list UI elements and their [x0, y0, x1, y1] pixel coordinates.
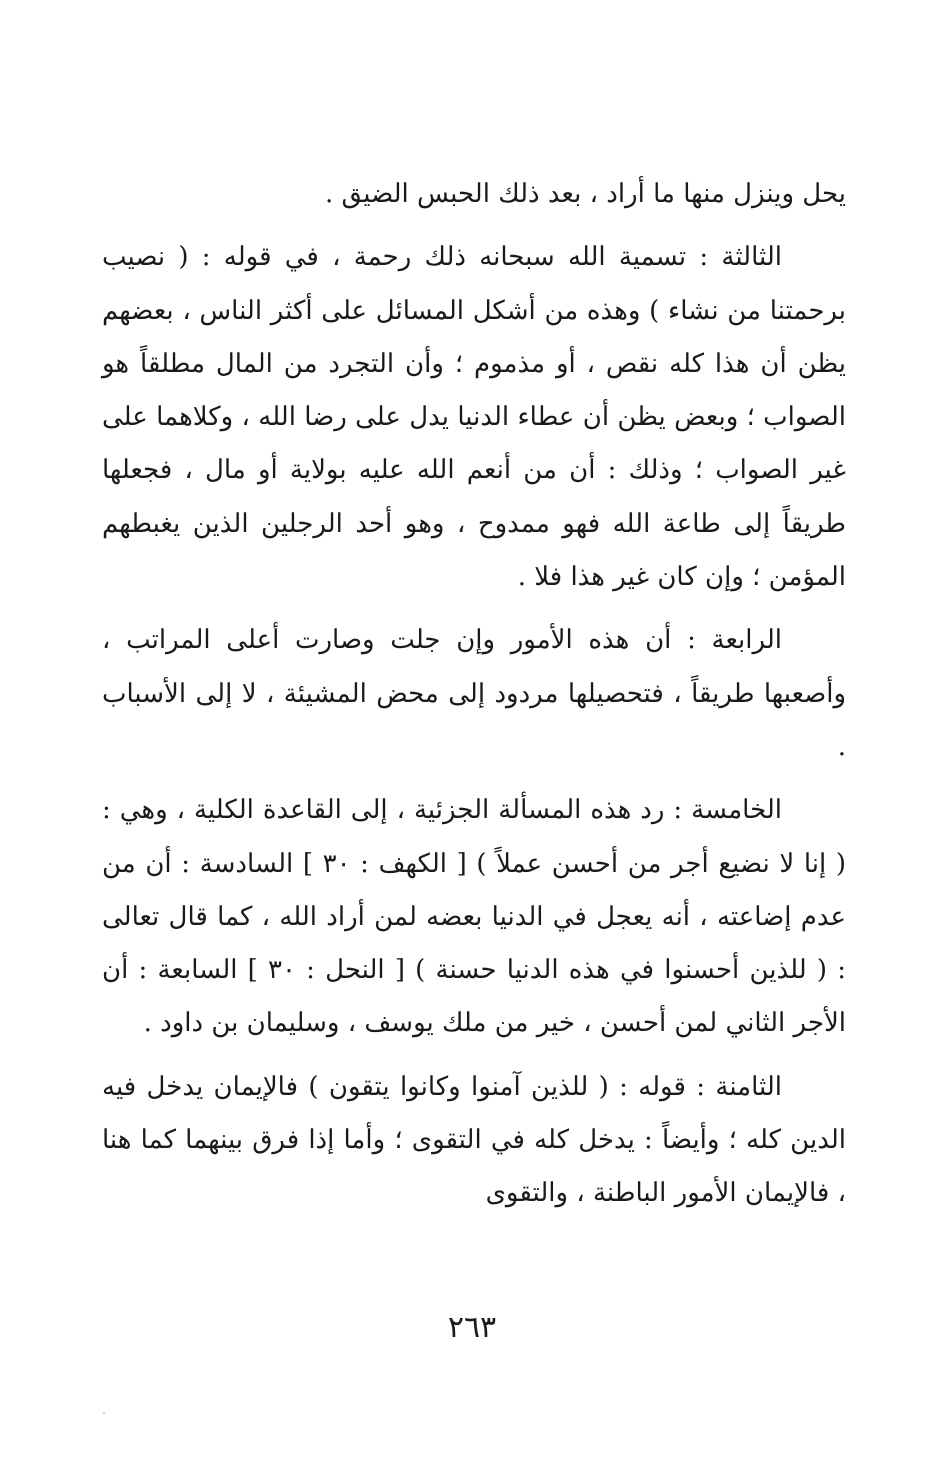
paragraph-fourth-point: الرابعة : أن هذه الأمور وإن جلت وصارت أعلى المراتب ، وأصعبها طريقاً ، فتحصيلها مردود إلى محض المشيئة ، لا إلى الأسباب . — [102, 625, 846, 762]
paragraph-eighth-point: الثامنة : قوله : ( للذين آمنوا وكانوا يتقون ) فالإيمان يدخل فيه الدين كله ؛ وأيضاً : يدخل كله في التقوى ؛ وأما إذا فرق بينهما كما هنا ، فالإيمان الأمور الباطنة ، والتقوى — [102, 1071, 846, 1209]
paragraph-continuation: يحل وينزل منها ما أراد ، بعد ذلك الحبس الضيق . — [325, 179, 846, 209]
body-text — [102, 168, 846, 1221]
paragraph-third-point: الثالثة : تسمية الله سبحانه ذلك رحمة ، في قوله : ( نصيب برحمتنا من نشاء ) وهذه من أشكل المسائل على أكثر الناس ، بعضهم يظن أن هذا كله نقص ، أو مذموم ؛ وأن التجرد من المال مطلقاً هو الصواب ؛ وبعض يظن أن عطاء الدنيا يدل على رضا الله ، وكلاهما على غير الصواب ؛ وذلك : أن من أنعم الله عليه بولاية أو مال ، فجعلها طريقاً إلى طاعة الله فهو ممدوح ، وهو أحد الرجلين الذين يغبطهم المؤمن ؛ وإن كان غير هذا فلا . — [102, 242, 846, 593]
page-number: ٢٦٣ — [447, 1310, 497, 1345]
paper-speck — [103, 1412, 105, 1414]
paragraph-fifth-point: الخامسة : رد هذه المسألة الجزئية ، إلى القاعدة الكلية ، وهي : ( إنا لا نضيع أجر من أحسن عملاً ) [ الكهف : ٣٠ ] السادسة : أن من عدم إضاعته ، أنه يعجل في الدنيا بعضه لمن أراد الله ، كما قال تعالى : ( للذين أحسنوا في هذه الدنيا حسنة ) [ النحل : ٣٠ ] السابعة : أن الأجر الثاني لمن أحسن ، خير من ملك يوسف ، وسليمان بن داود . — [102, 795, 846, 1039]
